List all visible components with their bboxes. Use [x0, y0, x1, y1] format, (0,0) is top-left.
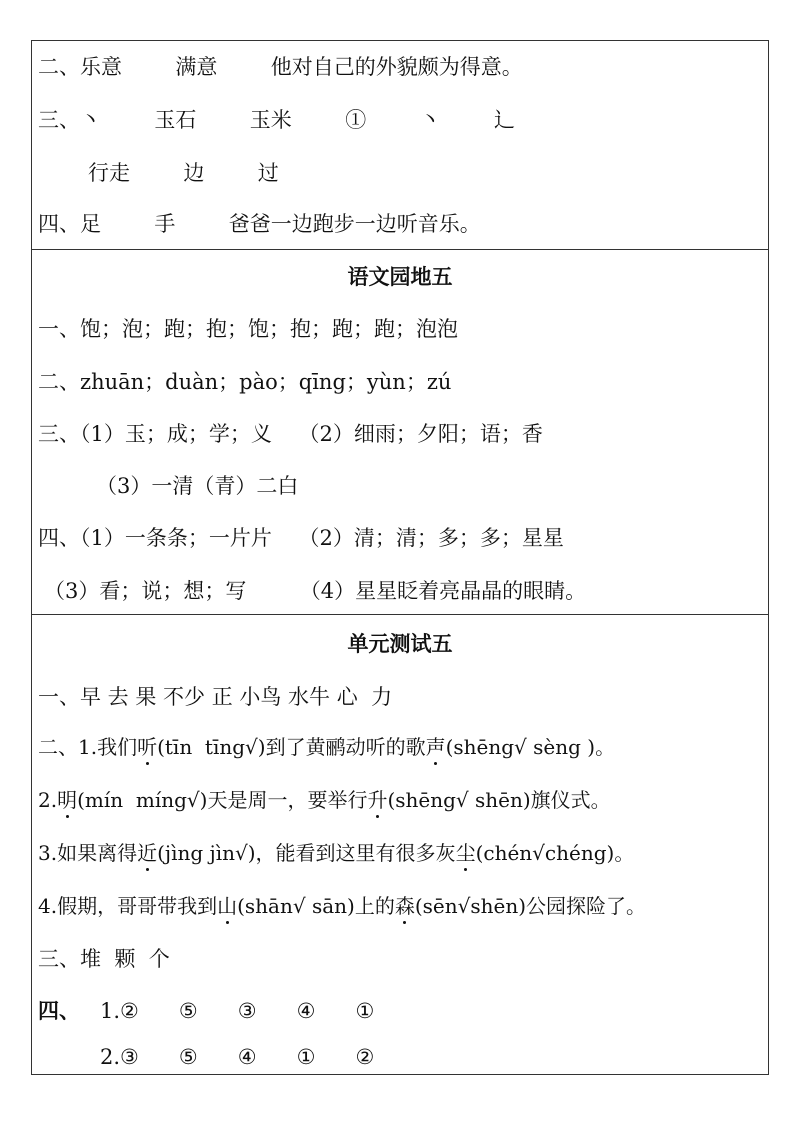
answer-row-4: 四、足 手 爸爸一边跑步一边听音乐。	[38, 212, 481, 236]
test-q4-label: 四、	[38, 998, 80, 1023]
section-title-test: 单元测试五	[347, 631, 453, 656]
dotted-char: 升	[367, 788, 388, 812]
yuwen-q2: 二、zhuān；duàn；pào；qīng；yùn；zú	[38, 370, 452, 394]
answer-table-frame	[31, 40, 769, 1075]
dotted-char: 明	[57, 788, 78, 812]
dotted-char: 近	[137, 841, 158, 865]
test-q2-item4: 4.假期，哥哥带我到山(shān√ sān)上的森(sēn√shēn)公园探险了。	[38, 894, 647, 918]
dotted-char: 山	[217, 894, 238, 918]
answer-row-3: 三、丶 玉石 玉米 ① 丶 辶	[38, 108, 516, 132]
dotted-char: 尘	[455, 841, 476, 865]
dotted-char: 森	[394, 894, 415, 918]
test-q2-item2: 2.明(mín míng√)天是周一，要举行升(shēng√ shēn)旗仪式。	[38, 788, 611, 812]
yuwen-q3-continued: （3）一清（青）二白	[96, 474, 299, 498]
section-divider-1	[31, 249, 769, 250]
test-q3: 三、堆 颗 个	[38, 947, 170, 971]
yuwen-q4-continued: （3）看；说；想；写 （4）星星眨着亮晶晶的眼睛。	[44, 579, 587, 603]
test-q2-item3: 3.如果离得近(jìng jìn√)，能看到这里有很多灰尘(chén√chéng)。	[38, 841, 635, 865]
test-q4-row2: 2.③ ⑤ ④ ① ②	[100, 1045, 375, 1069]
yuwen-q3: 三、（1）玉；成；学；义 （2）细雨；夕阳；语；香	[38, 422, 543, 446]
dotted-char: 听	[137, 735, 158, 759]
test-q4-row1: 1.② ⑤ ③ ④ ①	[100, 999, 375, 1023]
test-q2-item1: 二、1.我们听(tīn tīng√)到了黄鹂动听的歌声(shēng√ sèng )。	[38, 735, 616, 759]
section-title-yuwen: 语文园地五	[347, 264, 453, 289]
dotted-char: 声	[425, 735, 446, 759]
yuwen-q4: 四、（1）一条条；一片片 （2）清；清；多；多；星星	[38, 526, 564, 550]
section-divider-2	[31, 614, 769, 615]
answer-row-3-continued: 行走 边 过	[88, 161, 279, 185]
test-q1: 一、早 去 果 不少 正 小鸟 水牛 心 力	[38, 685, 393, 709]
answer-row-2: 二、乐意 满意 他对自己的外貌颇为得意。	[38, 55, 523, 79]
yuwen-q1: 一、饱；泡；跑；抱；饱；抱；跑；跑；泡泡	[38, 317, 458, 341]
